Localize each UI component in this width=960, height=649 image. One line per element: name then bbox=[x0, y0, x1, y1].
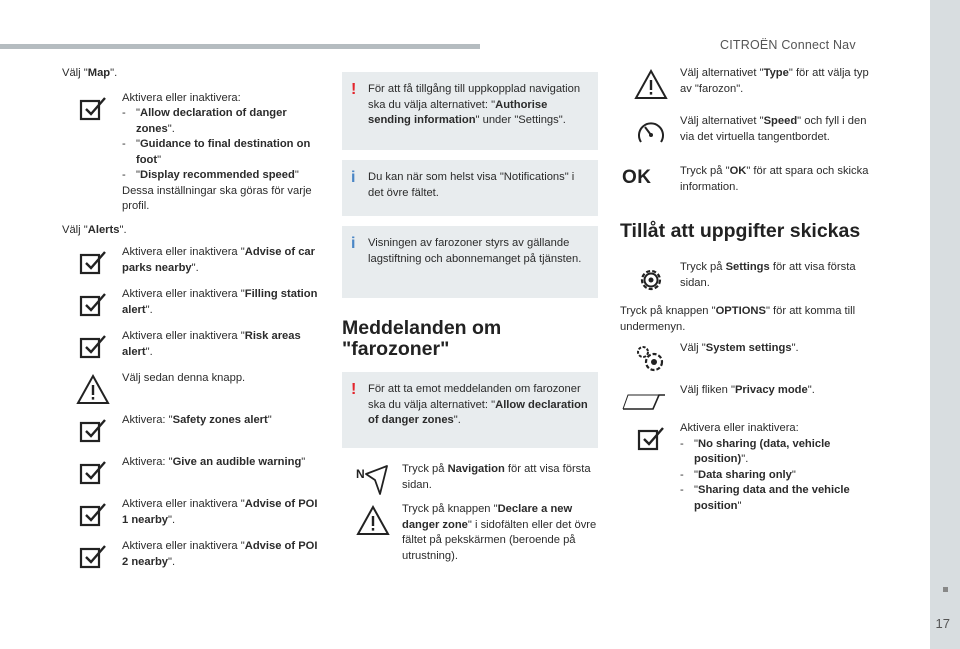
header-rule bbox=[0, 44, 480, 49]
alert-row: Aktivera eller inaktivera "Filling station alert". bbox=[62, 287, 324, 329]
select-map-text: Välj "Map". bbox=[62, 67, 118, 79]
gear-icon bbox=[634, 262, 668, 296]
checkbox-icon bbox=[76, 541, 110, 575]
select-alerts-text: Välj "Alerts". bbox=[62, 223, 127, 236]
checkbox-icon bbox=[76, 499, 110, 533]
checkbox-icon bbox=[76, 415, 110, 449]
info-mark-icon: i bbox=[351, 235, 356, 252]
page-number: 17 bbox=[935, 616, 950, 631]
alert-mark-icon: ! bbox=[351, 381, 357, 398]
side-tab bbox=[930, 0, 960, 649]
speed-row: Välj alternativet "Speed" och fyll i den via det virtuella tangentbordet. bbox=[620, 114, 882, 164]
section-heading: Meddelanden om "farozoner" bbox=[342, 317, 502, 360]
svg-text:N: N bbox=[356, 467, 365, 481]
ok-row: OK Tryck på "OK" för att spara och skicka information. bbox=[622, 165, 869, 193]
column-3 bbox=[620, 66, 882, 514]
list-item: - "Sharing data and the vehicle position" bbox=[680, 484, 850, 512]
map-options-block: Aktivera eller inaktivera: - "Allow declaration of danger zones". - "Guidance to final destination on foot" - "Display recommended speed" Dessa inställningar ska göras för varje profil. bbox=[62, 91, 324, 215]
page-header: CITROËN Connect Nav bbox=[720, 38, 856, 52]
checkbox-icon bbox=[76, 331, 110, 365]
checkbox-icon bbox=[76, 457, 110, 491]
alert-row: Aktivera eller inaktivera "Risk areas alert". bbox=[62, 329, 324, 371]
warning-triangle-icon bbox=[356, 504, 390, 538]
checkbox-icon bbox=[634, 423, 668, 457]
info-note: i Visningen av farozoner styrs av gällande lagstiftning och abonnemanget på tjänsten. bbox=[342, 226, 598, 298]
checkbox-icon bbox=[76, 93, 110, 127]
options-text: Tryck på knappen "OPTIONS" för att komma till undermenyn. bbox=[620, 305, 856, 333]
ok-icon: OK bbox=[622, 167, 652, 188]
navigation-row: N Tryck på Navigation för att visa första sidan. bbox=[342, 462, 598, 502]
list-item: - "Data sharing only" bbox=[680, 468, 796, 481]
list-item: - "Display recommended speed" bbox=[122, 169, 299, 181]
warning-triangle-icon bbox=[76, 373, 110, 407]
privacy-row: Välj fliken "Privacy mode". bbox=[620, 383, 882, 421]
list-item: - "Guidance to final destination on foot" bbox=[122, 138, 311, 166]
alert-row: Välj sedan denna knapp. bbox=[62, 371, 324, 413]
tab-icon bbox=[622, 385, 666, 419]
warning-triangle-icon bbox=[634, 68, 668, 102]
alert-row: Aktivera: "Safety zones alert" bbox=[62, 413, 324, 455]
continue-marker bbox=[943, 587, 948, 592]
column-2 bbox=[342, 72, 598, 564]
section-heading: Tillåt att uppgifter skickas bbox=[620, 220, 861, 242]
info-note: i Du kan när som helst visa "Notifications" i det övre fältet. bbox=[342, 160, 598, 216]
speedometer-icon bbox=[634, 116, 668, 150]
column-1 bbox=[62, 66, 324, 581]
navigation-arrow-icon bbox=[356, 464, 390, 498]
type-row: Välj alternativet "Type" för att välja typ av "farozon". bbox=[620, 66, 882, 114]
settings-row: Tryck på Settings för att visa första sidan. bbox=[620, 260, 882, 304]
alert-mark-icon: ! bbox=[351, 81, 357, 98]
list-item: - "No sharing (data, vehicle position)". bbox=[680, 437, 831, 465]
system-settings-row: Välj "System settings". bbox=[620, 341, 882, 383]
alert-row: Aktivera eller inaktivera "Advise of car parks nearby". bbox=[62, 245, 324, 287]
alert-row: Aktivera: "Give an audible warning" bbox=[62, 455, 324, 497]
sharing-options-block: Aktivera eller inaktivera: - "No sharing (data, vehicle position)". - "Data sharing only" - "Sharing data and the vehicle position" bbox=[620, 421, 882, 514]
list-item: - "Allow declaration of danger zones". bbox=[122, 107, 287, 135]
alert-row: Aktivera eller inaktivera "Advise of POI 2 nearby". bbox=[62, 539, 324, 581]
declare-row: Tryck på knappen "Declare a new danger zone" i sidofälten eller det övre fältet på pekskärmen (beroende på utrustning). bbox=[342, 502, 598, 564]
gears-icon bbox=[634, 343, 668, 377]
info-mark-icon: i bbox=[351, 169, 356, 186]
checkbox-icon bbox=[76, 247, 110, 281]
warning-note: ! För att ta emot meddelanden om farozoner ska du välja alternativet: "Allow declaration of danger zones". bbox=[342, 372, 598, 448]
checkbox-icon bbox=[76, 289, 110, 323]
warning-note: ! För att få tillgång till uppkopplad navigation ska du välja alternativet: "Authorise sending information" under "Settings". bbox=[342, 72, 598, 150]
alert-row: Aktivera eller inaktivera "Advise of POI 1 nearby". bbox=[62, 497, 324, 539]
